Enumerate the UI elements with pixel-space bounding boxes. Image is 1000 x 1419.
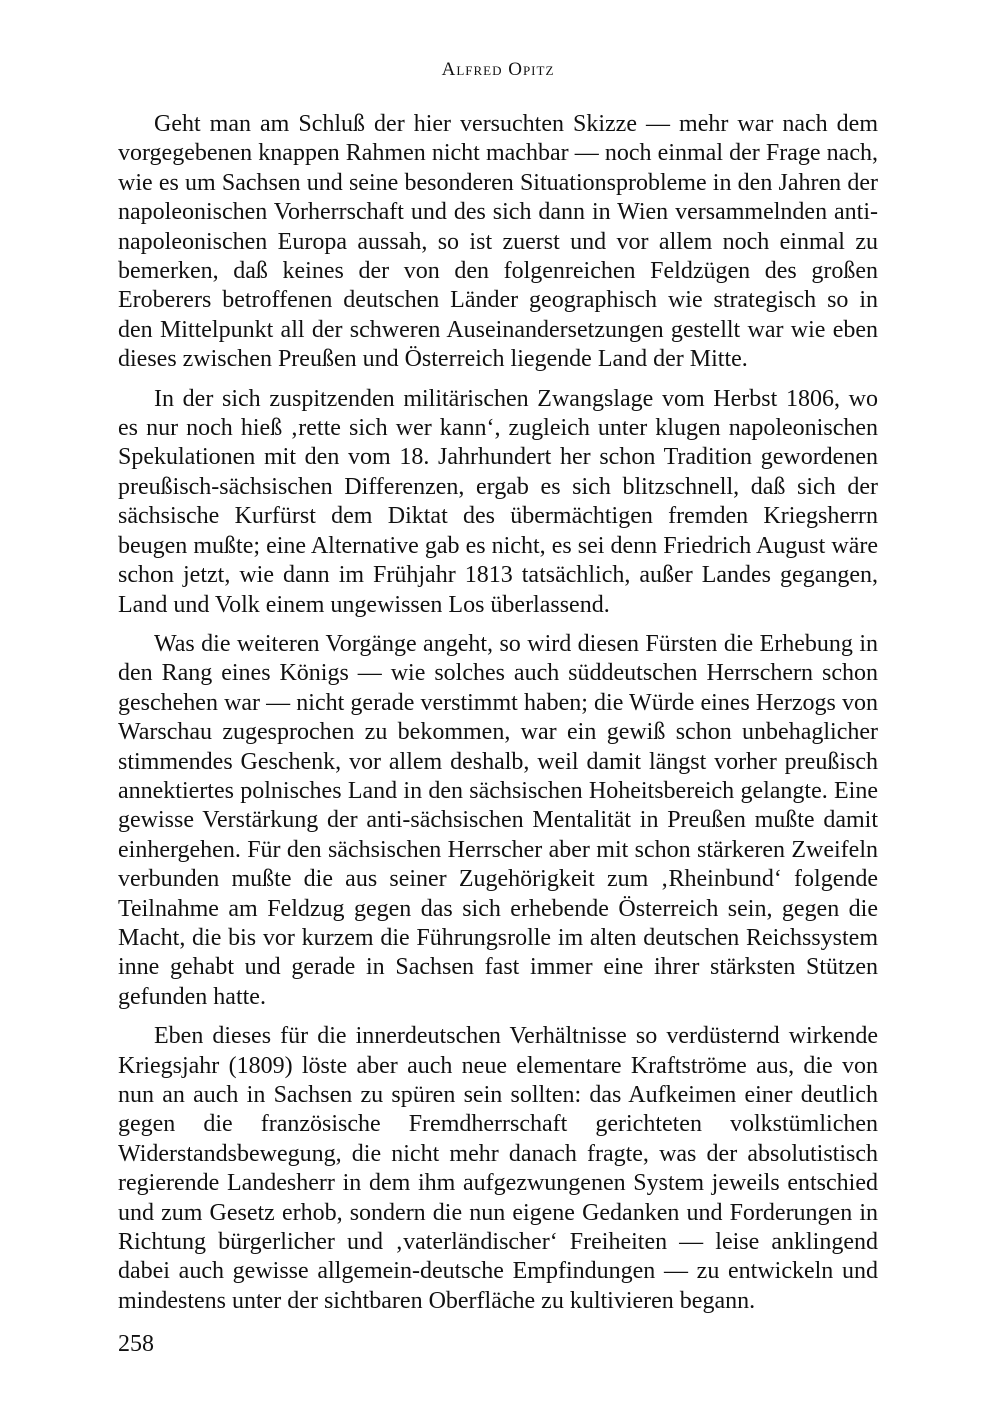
paragraph-1: Geht man am Schluß der hier versuchten Skizze — mehr war nach dem vorgegebenen knappen Rahmen nicht machbar — noch einmal der Frage nach, wie es um Sachsen und seine besonderen Situationsprobleme in den Jahren der napoleonischen Vorherrschaft und des sich dann in Wien versammelnden anti-napoleonischen Europa aussah, so ist zuerst und vor allem noch einmal zu bemerken, daß keines der von den folgenreichen Feldzügen des großen Eroberers betroffenen deutschen Länder geographisch wie strategisch so in den Mittelpunkt all der schweren Auseinandersetzungen gestellt war wie eben dieses zwischen Preußen und Österreich liegende Land der Mitte. xyxy=(118,111,878,373)
page-number: 258 xyxy=(118,1331,154,1357)
paragraph-3: Was die weiteren Vorgänge angeht, so wird diesen Fürsten die Erhebung in den Rang eines Königs — wie solches auch süddeutschen Herrschern schon geschehen war — nicht gerade verstimmt haben; die Würde eines Herzogs von Warschau zugesprochen zu bekommen, war ein gewiß schon unbehaglicher stimmendes Geschenk, vor allem deshalb, weil damit längst vorher preußisch annektiertes polnisches Land in den sächsischen Hoheitsbereich gelangte. Eine gewisse Verstärkung der anti-sächsischen Mentalität in Preußen mußte damit einhergehen. Für den sächsischen Herrscher aber mit schon stärkeren Zweifeln verbunden mußte die aus seiner Zugehörigkeit zum ‚Rheinbund‘ folgende Teilnahme am Feldzug gegen das sich erhebende Österreich sein, gegen die Macht, die bis vor kurzem die Führungsrolle im alten deutschen Reichssystem inne gehabt und gerade in Sachsen fast immer eine ihrer stärksten Stützen gefunden hatte. xyxy=(118,630,878,1010)
paragraph-4: Eben dieses für die innerdeutschen Verhältnisse so verdüsternd wirkende Kriegsjahr (1809) löste aber auch neue elementare Kraftströme aus, die von nun an auch in Sachsen zu spüren sein sollten: das Aufkeimen einer deutlich gegen die französische Fremdherrschaft gerichteten volkstümlichen Widerstandsbewegung, die nicht mehr danach fragte, was der absolutistisch regierende Landesherr in dem ihm aufgezwungenen System jeweils entschied und zum Gesetz erhob, sondern die nun eigene Gedanken und Forderungen in Richtung bürgerlicher und ‚vaterländischer‘ Freiheiten — leise anklingend dabei auch gewisse allgemein-deutsche Empfindungen — zu entwickeln und mindestens unter der sichtbaren Oberfläche zu kultivieren begann. xyxy=(118,1023,878,1314)
paragraph-2: In der sich zuspitzenden militärischen Zwangslage vom Herbst 1806, wo es nur noch hieß ‚rette sich wer kann‘, zugleich unter klugen napoleonischen Spekulationen mit den vom 18. Jahrhundert her schon Tradition gewordenen preußisch-sächsischen Differenzen, ergab es sich blitzschnell, daß sich der sächsische Kurfürst dem Diktat des übermächtigen fremden Kriegsherrn beugen mußte; eine Alternative gab es nicht, es sei denn Friedrich August wäre schon jetzt, wie dann im Frühjahr 1813 tatsächlich, außer Landes gegangen, Land und Volk einem ungewissen Los überlassend. xyxy=(118,385,878,618)
running-head: Alfred Opitz xyxy=(441,59,555,80)
body-text xyxy=(118,110,878,1326)
document-page xyxy=(118,0,878,1419)
